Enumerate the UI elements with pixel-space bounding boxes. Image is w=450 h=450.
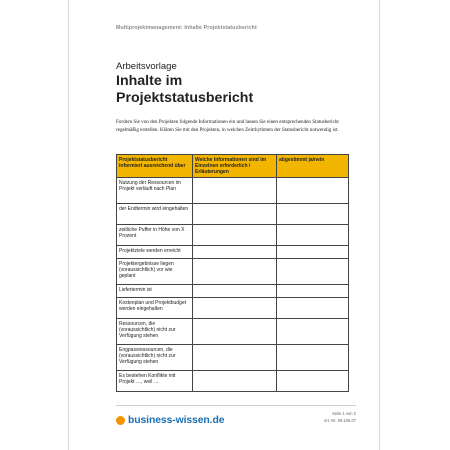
title-line-2: Projektstatusbericht xyxy=(116,89,254,106)
row-agreed-cell[interactable] xyxy=(277,225,349,246)
table-row xyxy=(117,371,349,392)
row-topic-cell: Ressourcen, die (voraussichtlich) nicht zur Verfügung stehen xyxy=(117,319,193,345)
page-info xyxy=(314,410,356,424)
article-number: Art.-Nr. 99.106.07 xyxy=(323,418,356,423)
row-agreed-cell[interactable] xyxy=(277,246,349,259)
row-topic-cell: Engpassressourcen, die (voraussichtlich) nicht zur Verfügung stehen xyxy=(117,345,193,371)
document-title xyxy=(116,73,356,106)
table-header-row xyxy=(117,155,349,178)
row-details-cell[interactable] xyxy=(193,225,277,246)
row-details-cell[interactable] xyxy=(193,371,277,392)
row-topic-cell: Projektziele werden erreicht xyxy=(117,246,193,259)
table-row xyxy=(117,285,349,298)
column-header-topic: Projektstatusbericht informiert ausreichend über xyxy=(117,155,193,178)
table-row xyxy=(117,246,349,259)
row-agreed-cell[interactable] xyxy=(277,259,349,285)
row-topic-cell: zeitliche Puffer in Höhe von X Prozent xyxy=(117,225,193,246)
row-details-cell[interactable] xyxy=(193,204,277,225)
row-details-cell[interactable] xyxy=(193,259,277,285)
row-details-cell[interactable] xyxy=(193,246,277,259)
row-topic-cell: der Endtermin wird eingehalten xyxy=(117,204,193,225)
table-row xyxy=(117,298,349,319)
row-agreed-cell[interactable] xyxy=(277,371,349,392)
row-agreed-cell[interactable] xyxy=(277,204,349,225)
title-line-1: Inhalte im xyxy=(116,73,183,89)
column-header-details: Welche Informationen sind im Einzelnen erforderlich / Erläuterungen xyxy=(193,155,277,178)
row-agreed-cell[interactable] xyxy=(277,345,349,371)
status-report-table xyxy=(116,154,349,392)
running-header: Multiprojektmanagement: Inhalte Projektstatusbericht xyxy=(116,25,257,31)
footer-divider xyxy=(116,405,356,406)
table-row xyxy=(117,178,349,204)
brand-logo xyxy=(116,415,224,426)
row-topic-cell: Projektergebnisse liegen (voraussichtlich) vor wie geplant xyxy=(117,259,193,285)
row-details-cell[interactable] xyxy=(193,345,277,371)
brand-dot-icon xyxy=(116,416,125,425)
row-details-cell[interactable] xyxy=(193,178,277,204)
row-details-cell[interactable] xyxy=(193,319,277,345)
intro-paragraph: Fordern Sie von den Projekten folgende Informationen ein und lassen Sie einen entsprechenden Statusbericht regelmäßig erstellen. Klären Sie mit den Projekten, in welchen Zeitrhythmen der Statusbericht notwendig ist. xyxy=(116,119,339,134)
table-row xyxy=(117,204,349,225)
row-agreed-cell[interactable] xyxy=(277,178,349,204)
row-topic-cell: Kostenplan und Projektbudget werden eingehalten xyxy=(117,298,193,319)
row-details-cell[interactable] xyxy=(193,298,277,319)
row-topic-cell: Es bestehen Konflikte mit Projekt …, weil … xyxy=(117,371,193,392)
row-agreed-cell[interactable] xyxy=(277,319,349,345)
brand-name: business-wissen.de xyxy=(128,415,225,426)
row-details-cell[interactable] xyxy=(193,285,277,298)
table-row xyxy=(117,319,349,345)
row-agreed-cell[interactable] xyxy=(277,298,349,319)
table-row xyxy=(117,225,349,246)
row-topic-cell: Nutzung der Ressourcen im Projekt verläuft nach Plan xyxy=(117,178,193,204)
row-topic-cell: Liefertermin ist xyxy=(117,285,193,298)
document-page xyxy=(68,0,380,450)
column-header-agreed: abgestimmt ja/nein xyxy=(277,155,349,178)
table-row xyxy=(117,345,349,371)
page-number: Seite 1 von 2 xyxy=(332,411,356,416)
document-subtitle: Arbeitsvorlage xyxy=(116,61,177,72)
row-agreed-cell[interactable] xyxy=(277,285,349,298)
table-row xyxy=(117,259,349,285)
